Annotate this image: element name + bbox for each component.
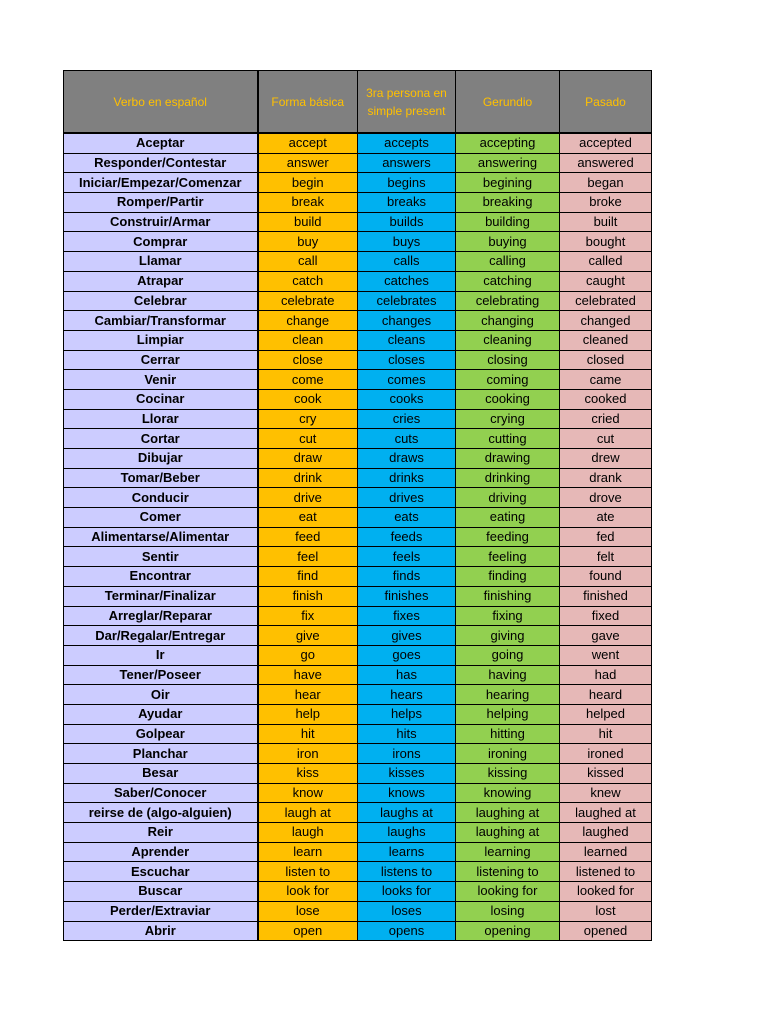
third-person-cell: opens (358, 921, 456, 941)
past-cell: laughed at (560, 803, 652, 823)
third-person-cell: hears (358, 685, 456, 705)
spanish-verb-cell: Tener/Poseer (64, 665, 258, 685)
spanish-verb-cell: Cortar (64, 429, 258, 449)
third-person-cell: celebrates (358, 291, 456, 311)
past-cell: felt (560, 547, 652, 567)
past-cell: gave (560, 626, 652, 646)
spanish-verb-cell: Sentir (64, 547, 258, 567)
third-person-cell: has (358, 665, 456, 685)
base-form-cell: go (258, 645, 358, 665)
base-form-cell: look for (258, 882, 358, 902)
table-row (64, 783, 652, 803)
third-person-cell: looks for (358, 882, 456, 902)
base-form-cell: build (258, 212, 358, 232)
header-base-form: Forma básica (258, 71, 358, 134)
third-person-cell: laughs at (358, 803, 456, 823)
past-cell: came (560, 370, 652, 390)
header-past: Pasado (560, 71, 652, 134)
past-cell: opened (560, 921, 652, 941)
third-person-cell: helps (358, 704, 456, 724)
past-cell: changed (560, 311, 652, 331)
table-row (64, 389, 652, 409)
third-person-cell: irons (358, 744, 456, 764)
spanish-verb-cell: Cambiar/Transformar (64, 311, 258, 331)
spanish-verb-cell: Atrapar (64, 271, 258, 291)
past-cell: cleaned (560, 330, 652, 350)
spanish-verb-cell: Aceptar (64, 133, 258, 153)
table-row (64, 685, 652, 705)
gerund-cell: eating (456, 508, 560, 528)
past-cell: broke (560, 193, 652, 213)
base-form-cell: buy (258, 232, 358, 252)
past-cell: caught (560, 271, 652, 291)
third-person-cell: closes (358, 350, 456, 370)
base-form-cell: drink (258, 468, 358, 488)
third-person-cell: drinks (358, 468, 456, 488)
base-form-cell: iron (258, 744, 358, 764)
table-row (64, 527, 652, 547)
past-cell: called (560, 252, 652, 272)
base-form-cell: laugh (258, 823, 358, 843)
spanish-verb-cell: Romper/Partir (64, 193, 258, 213)
gerund-cell: driving (456, 488, 560, 508)
table-header (64, 71, 652, 134)
past-cell: began (560, 173, 652, 193)
spanish-verb-cell: Construir/Armar (64, 212, 258, 232)
base-form-cell: catch (258, 271, 358, 291)
third-person-cell: drives (358, 488, 456, 508)
base-form-cell: cut (258, 429, 358, 449)
table-row (64, 921, 652, 941)
gerund-cell: breaking (456, 193, 560, 213)
header-gerund: Gerundio (456, 71, 560, 134)
base-form-cell: begin (258, 173, 358, 193)
base-form-cell: accept (258, 133, 358, 153)
third-person-cell: fixes (358, 606, 456, 626)
gerund-cell: going (456, 645, 560, 665)
spanish-verb-cell: Ir (64, 645, 258, 665)
gerund-cell: cutting (456, 429, 560, 449)
spanish-verb-cell: reirse de (algo-alguien) (64, 803, 258, 823)
gerund-cell: drawing (456, 449, 560, 469)
base-form-cell: learn (258, 842, 358, 862)
base-form-cell: clean (258, 330, 358, 350)
spanish-verb-cell: Tomar/Beber (64, 468, 258, 488)
gerund-cell: answering (456, 153, 560, 173)
base-form-cell: change (258, 311, 358, 331)
spanish-verb-cell: Terminar/Finalizar (64, 586, 258, 606)
gerund-cell: calling (456, 252, 560, 272)
gerund-cell: closing (456, 350, 560, 370)
past-cell: cried (560, 409, 652, 429)
past-cell: had (560, 665, 652, 685)
third-person-cell: gives (358, 626, 456, 646)
third-person-cell: changes (358, 311, 456, 331)
past-cell: built (560, 212, 652, 232)
gerund-cell: cleaning (456, 330, 560, 350)
spanish-verb-cell: Responder/Contestar (64, 153, 258, 173)
table-row (64, 133, 652, 153)
table-row (64, 823, 652, 843)
spanish-verb-cell: Cerrar (64, 350, 258, 370)
gerund-cell: opening (456, 921, 560, 941)
gerund-cell: knowing (456, 783, 560, 803)
gerund-cell: ironing (456, 744, 560, 764)
past-cell: listened to (560, 862, 652, 882)
spanish-verb-cell: Llorar (64, 409, 258, 429)
base-form-cell: find (258, 567, 358, 587)
gerund-cell: begining (456, 173, 560, 193)
table-row (64, 193, 652, 213)
third-person-cell: laughs (358, 823, 456, 843)
past-cell: drew (560, 449, 652, 469)
spanish-verb-cell: Llamar (64, 252, 258, 272)
gerund-cell: drinking (456, 468, 560, 488)
base-form-cell: break (258, 193, 358, 213)
third-person-cell: builds (358, 212, 456, 232)
table-row (64, 606, 652, 626)
spanish-verb-cell: Dar/Regalar/Entregar (64, 626, 258, 646)
table-row (64, 429, 652, 449)
gerund-cell: kissing (456, 764, 560, 784)
base-form-cell: kiss (258, 764, 358, 784)
table-row (64, 724, 652, 744)
base-form-cell: hear (258, 685, 358, 705)
third-person-cell: goes (358, 645, 456, 665)
base-form-cell: answer (258, 153, 358, 173)
past-cell: hit (560, 724, 652, 744)
verb-table (63, 70, 652, 941)
spanish-verb-cell: Alimentarse/Alimentar (64, 527, 258, 547)
spanish-verb-cell: Encontrar (64, 567, 258, 587)
third-person-cell: cooks (358, 389, 456, 409)
gerund-cell: catching (456, 271, 560, 291)
table-row (64, 330, 652, 350)
gerund-cell: losing (456, 901, 560, 921)
base-form-cell: listen to (258, 862, 358, 882)
past-cell: accepted (560, 133, 652, 153)
base-form-cell: cook (258, 389, 358, 409)
past-cell: kissed (560, 764, 652, 784)
past-cell: cooked (560, 389, 652, 409)
base-form-cell: feed (258, 527, 358, 547)
gerund-cell: finishing (456, 586, 560, 606)
base-form-cell: close (258, 350, 358, 370)
spanish-verb-cell: Buscar (64, 882, 258, 902)
spanish-verb-cell: Besar (64, 764, 258, 784)
table-row (64, 449, 652, 469)
base-form-cell: know (258, 783, 358, 803)
past-cell: lost (560, 901, 652, 921)
spanish-verb-cell: Saber/Conocer (64, 783, 258, 803)
third-person-cell: feels (358, 547, 456, 567)
past-cell: answered (560, 153, 652, 173)
base-form-cell: lose (258, 901, 358, 921)
gerund-cell: having (456, 665, 560, 685)
gerund-cell: hitting (456, 724, 560, 744)
gerund-cell: building (456, 212, 560, 232)
third-person-cell: accepts (358, 133, 456, 153)
third-person-cell: listens to (358, 862, 456, 882)
base-form-cell: hit (258, 724, 358, 744)
spanish-verb-cell: Cocinar (64, 389, 258, 409)
base-form-cell: fix (258, 606, 358, 626)
base-form-cell: have (258, 665, 358, 685)
third-person-cell: begins (358, 173, 456, 193)
base-form-cell: call (258, 252, 358, 272)
third-person-cell: draws (358, 449, 456, 469)
past-cell: drank (560, 468, 652, 488)
gerund-cell: coming (456, 370, 560, 390)
gerund-cell: feeling (456, 547, 560, 567)
base-form-cell: laugh at (258, 803, 358, 823)
table-row (64, 370, 652, 390)
base-form-cell: open (258, 921, 358, 941)
table-row (64, 586, 652, 606)
table-row (64, 173, 652, 193)
table-row (64, 488, 652, 508)
gerund-cell: looking for (456, 882, 560, 902)
table-row (64, 409, 652, 429)
spanish-verb-cell: Comprar (64, 232, 258, 252)
spanish-verb-cell: Escuchar (64, 862, 258, 882)
gerund-cell: listening to (456, 862, 560, 882)
past-cell: fixed (560, 606, 652, 626)
third-person-cell: buys (358, 232, 456, 252)
table-row (64, 468, 652, 488)
table-row (64, 842, 652, 862)
past-cell: learned (560, 842, 652, 862)
past-cell: ironed (560, 744, 652, 764)
gerund-cell: laughing at (456, 823, 560, 843)
gerund-cell: hearing (456, 685, 560, 705)
past-cell: fed (560, 527, 652, 547)
gerund-cell: giving (456, 626, 560, 646)
spanish-verb-cell: Celebrar (64, 291, 258, 311)
past-cell: looked for (560, 882, 652, 902)
table-row (64, 271, 652, 291)
spanish-verb-cell: Reir (64, 823, 258, 843)
spanish-verb-cell: Oir (64, 685, 258, 705)
past-cell: celebrated (560, 291, 652, 311)
gerund-cell: accepting (456, 133, 560, 153)
base-form-cell: eat (258, 508, 358, 528)
table-row (64, 862, 652, 882)
past-cell: bought (560, 232, 652, 252)
table-row (64, 350, 652, 370)
base-form-cell: feel (258, 547, 358, 567)
table-row (64, 311, 652, 331)
past-cell: finished (560, 586, 652, 606)
table-row (64, 567, 652, 587)
spanish-verb-cell: Arreglar/Reparar (64, 606, 258, 626)
header-third-person: 3ra persona en simple present (358, 71, 456, 134)
gerund-cell: laughing at (456, 803, 560, 823)
gerund-cell: feeding (456, 527, 560, 547)
table-row (64, 704, 652, 724)
table-row (64, 508, 652, 528)
base-form-cell: drive (258, 488, 358, 508)
spanish-verb-cell: Dibujar (64, 449, 258, 469)
table-row (64, 212, 652, 232)
third-person-cell: finishes (358, 586, 456, 606)
spanish-verb-cell: Abrir (64, 921, 258, 941)
past-cell: went (560, 645, 652, 665)
past-cell: ate (560, 508, 652, 528)
third-person-cell: feeds (358, 527, 456, 547)
table-row (64, 744, 652, 764)
table-row (64, 901, 652, 921)
third-person-cell: breaks (358, 193, 456, 213)
gerund-cell: buying (456, 232, 560, 252)
third-person-cell: answers (358, 153, 456, 173)
third-person-cell: cries (358, 409, 456, 429)
gerund-cell: finding (456, 567, 560, 587)
past-cell: drove (560, 488, 652, 508)
past-cell: closed (560, 350, 652, 370)
gerund-cell: crying (456, 409, 560, 429)
header-spanish-verb: Verbo en español (64, 71, 258, 134)
base-form-cell: draw (258, 449, 358, 469)
third-person-cell: cleans (358, 330, 456, 350)
spanish-verb-cell: Planchar (64, 744, 258, 764)
spanish-verb-cell: Comer (64, 508, 258, 528)
table-row (64, 665, 652, 685)
spanish-verb-cell: Limpiar (64, 330, 258, 350)
table-row (64, 882, 652, 902)
table-row (64, 547, 652, 567)
third-person-cell: finds (358, 567, 456, 587)
third-person-cell: comes (358, 370, 456, 390)
past-cell: cut (560, 429, 652, 449)
third-person-cell: loses (358, 901, 456, 921)
base-form-cell: come (258, 370, 358, 390)
third-person-cell: kisses (358, 764, 456, 784)
table-body (64, 133, 652, 941)
third-person-cell: knows (358, 783, 456, 803)
spanish-verb-cell: Golpear (64, 724, 258, 744)
gerund-cell: learning (456, 842, 560, 862)
table-row (64, 252, 652, 272)
past-cell: knew (560, 783, 652, 803)
third-person-cell: catches (358, 271, 456, 291)
base-form-cell: cry (258, 409, 358, 429)
third-person-cell: calls (358, 252, 456, 272)
table-row (64, 645, 652, 665)
spanish-verb-cell: Iniciar/Empezar/Comenzar (64, 173, 258, 193)
third-person-cell: cuts (358, 429, 456, 449)
table-row (64, 803, 652, 823)
table-row (64, 291, 652, 311)
spanish-verb-cell: Ayudar (64, 704, 258, 724)
past-cell: laughed (560, 823, 652, 843)
third-person-cell: hits (358, 724, 456, 744)
gerund-cell: changing (456, 311, 560, 331)
base-form-cell: celebrate (258, 291, 358, 311)
third-person-cell: learns (358, 842, 456, 862)
third-person-cell: eats (358, 508, 456, 528)
table-row (64, 153, 652, 173)
table-row (64, 626, 652, 646)
base-form-cell: give (258, 626, 358, 646)
past-cell: found (560, 567, 652, 587)
gerund-cell: celebrating (456, 291, 560, 311)
header-row (64, 71, 652, 134)
gerund-cell: cooking (456, 389, 560, 409)
spanish-verb-cell: Conducir (64, 488, 258, 508)
base-form-cell: finish (258, 586, 358, 606)
table-row (64, 764, 652, 784)
gerund-cell: fixing (456, 606, 560, 626)
gerund-cell: helping (456, 704, 560, 724)
past-cell: helped (560, 704, 652, 724)
spanish-verb-cell: Venir (64, 370, 258, 390)
base-form-cell: help (258, 704, 358, 724)
table-row (64, 232, 652, 252)
past-cell: heard (560, 685, 652, 705)
spanish-verb-cell: Aprender (64, 842, 258, 862)
spanish-verb-cell: Perder/Extraviar (64, 901, 258, 921)
